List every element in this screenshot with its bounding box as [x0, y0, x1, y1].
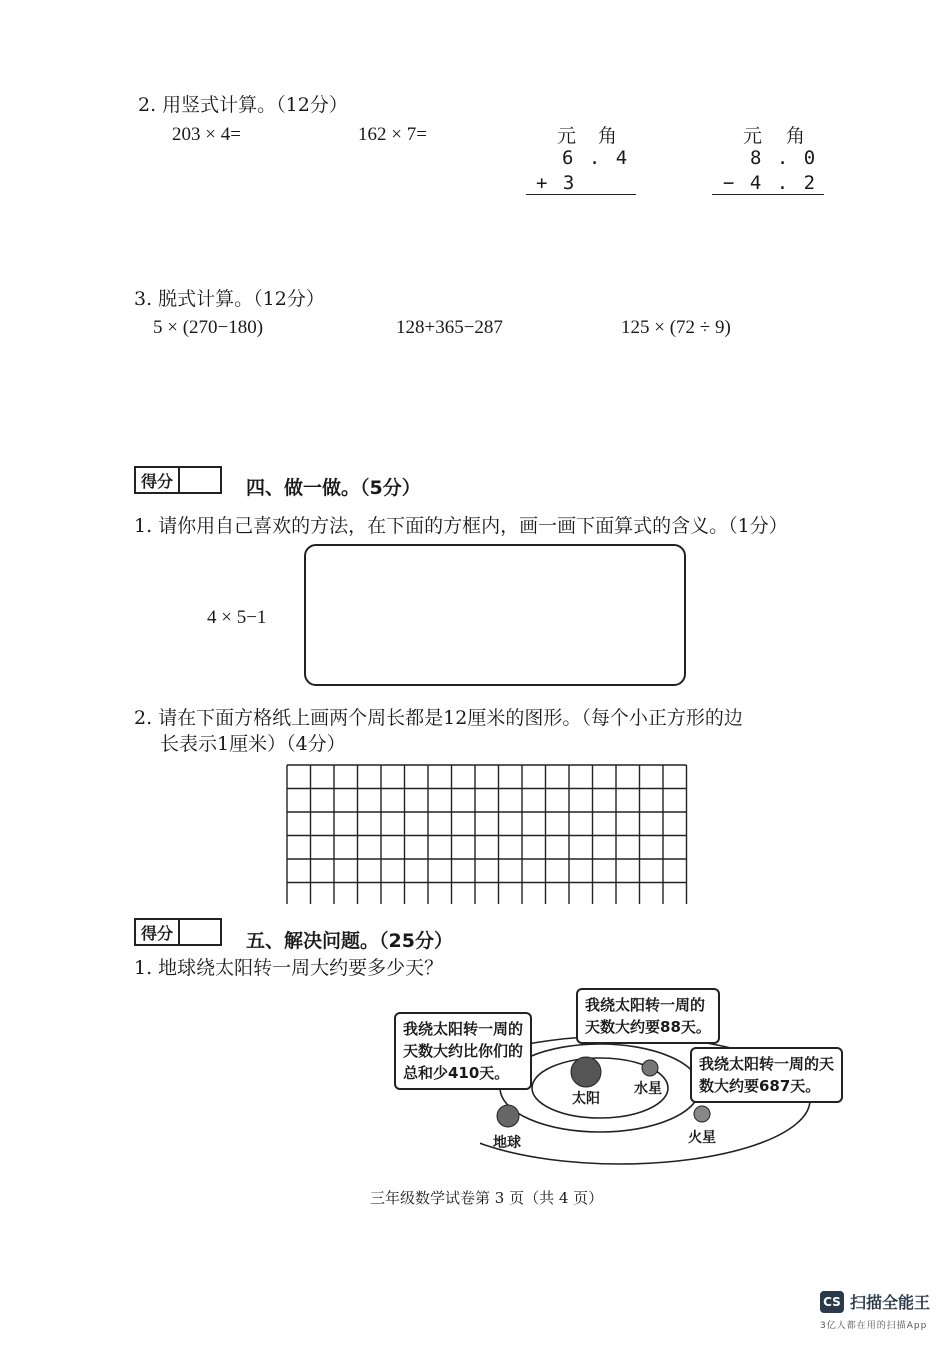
section4-heading: 四、做一做。（5分） — [246, 477, 421, 499]
scanner-logo — [820, 1290, 930, 1313]
money-add-jiao: 角 — [598, 125, 618, 147]
s4-q1-expression: 4 × 5−1 — [207, 607, 267, 628]
bubble-line: 数大约要687天。 — [699, 1077, 821, 1095]
bubble-line: 总和少410天。 — [403, 1064, 510, 1082]
q2-title: 2. 用竖式计算。（12分） — [138, 94, 348, 116]
q3-item-3: 125 × (72 ÷ 9) — [621, 317, 731, 338]
s4-q2-line2: 长表示1厘米）（4分） — [160, 733, 346, 755]
square-grid-paper[interactable] — [286, 764, 688, 904]
score-label: 得分 — [136, 468, 180, 492]
money-sub-yuan: 元 — [743, 125, 763, 147]
sun-icon — [571, 1057, 601, 1087]
money-sub-row2: − 4 . 2 — [723, 172, 818, 194]
money-add-row1: 6 . 4 — [562, 147, 630, 169]
bubble-line: 我绕太阳转一周的 — [403, 1020, 524, 1038]
score-label: 得分 — [136, 920, 180, 944]
s4-q2-line1: 2. 请在下面方格纸上画两个周长都是12厘米的图形。（每个小正方形的边 — [134, 707, 743, 729]
label-earth: 地球 — [493, 1135, 521, 1151]
money-add-yuan: 元 — [557, 125, 577, 147]
cs-logo-icon: CS — [820, 1291, 844, 1313]
page-footer: 三年级数学试卷第 3 页（共 4 页） — [370, 1189, 604, 1207]
bubble-line: 天数大约要88天。 — [585, 1018, 711, 1036]
bubble-line: 我绕太阳转一周的天 — [699, 1055, 835, 1073]
q2-item-2: 162 × 7= — [358, 124, 427, 145]
s5-q1-text: 1. 地球绕太阳转一周大约要多少天？ — [134, 957, 444, 979]
speech-bubble-earth — [394, 1012, 532, 1090]
label-mars: 火星 — [688, 1130, 716, 1146]
drawing-box[interactable] — [304, 544, 686, 686]
speech-bubble-mercury — [576, 988, 720, 1044]
money-sub-jiao: 角 — [786, 125, 806, 147]
label-sun: 太阳 — [572, 1091, 600, 1107]
score-box-section5 — [134, 918, 222, 946]
q3-item-1: 5 × (270−180) — [153, 317, 264, 338]
section5-heading: 五、解决问题。（25分） — [246, 930, 453, 952]
earth-icon — [497, 1105, 519, 1127]
speech-bubble-mars — [690, 1047, 843, 1103]
scanner-tagline: 3亿人都在用的扫描App — [820, 1321, 928, 1331]
money-sub-underline — [712, 194, 824, 195]
scanner-app-name: 扫描全能王 — [850, 1293, 931, 1312]
q2-item-1: 203 × 4= — [172, 124, 241, 145]
label-mercury: 水星 — [634, 1081, 662, 1097]
money-add-underline — [526, 194, 636, 195]
score-box-section4 — [134, 466, 222, 494]
bubble-line: 天数大约比你们的 — [403, 1042, 524, 1060]
bubble-line: 我绕太阳转一周的 — [585, 996, 706, 1014]
q3-title: 3. 脱式计算。（12分） — [134, 288, 325, 310]
mars-icon — [694, 1106, 710, 1122]
q3-item-2: 128+365−287 — [396, 317, 503, 338]
s4-q1-text: 1. 请你用自己喜欢的方法，在下面的方框内，画一画下面算式的含义。（1分） — [134, 515, 788, 537]
money-add-row2: + 3 — [536, 172, 577, 194]
money-sub-row1: 8 . 0 — [750, 147, 818, 169]
mercury-icon — [642, 1060, 658, 1076]
